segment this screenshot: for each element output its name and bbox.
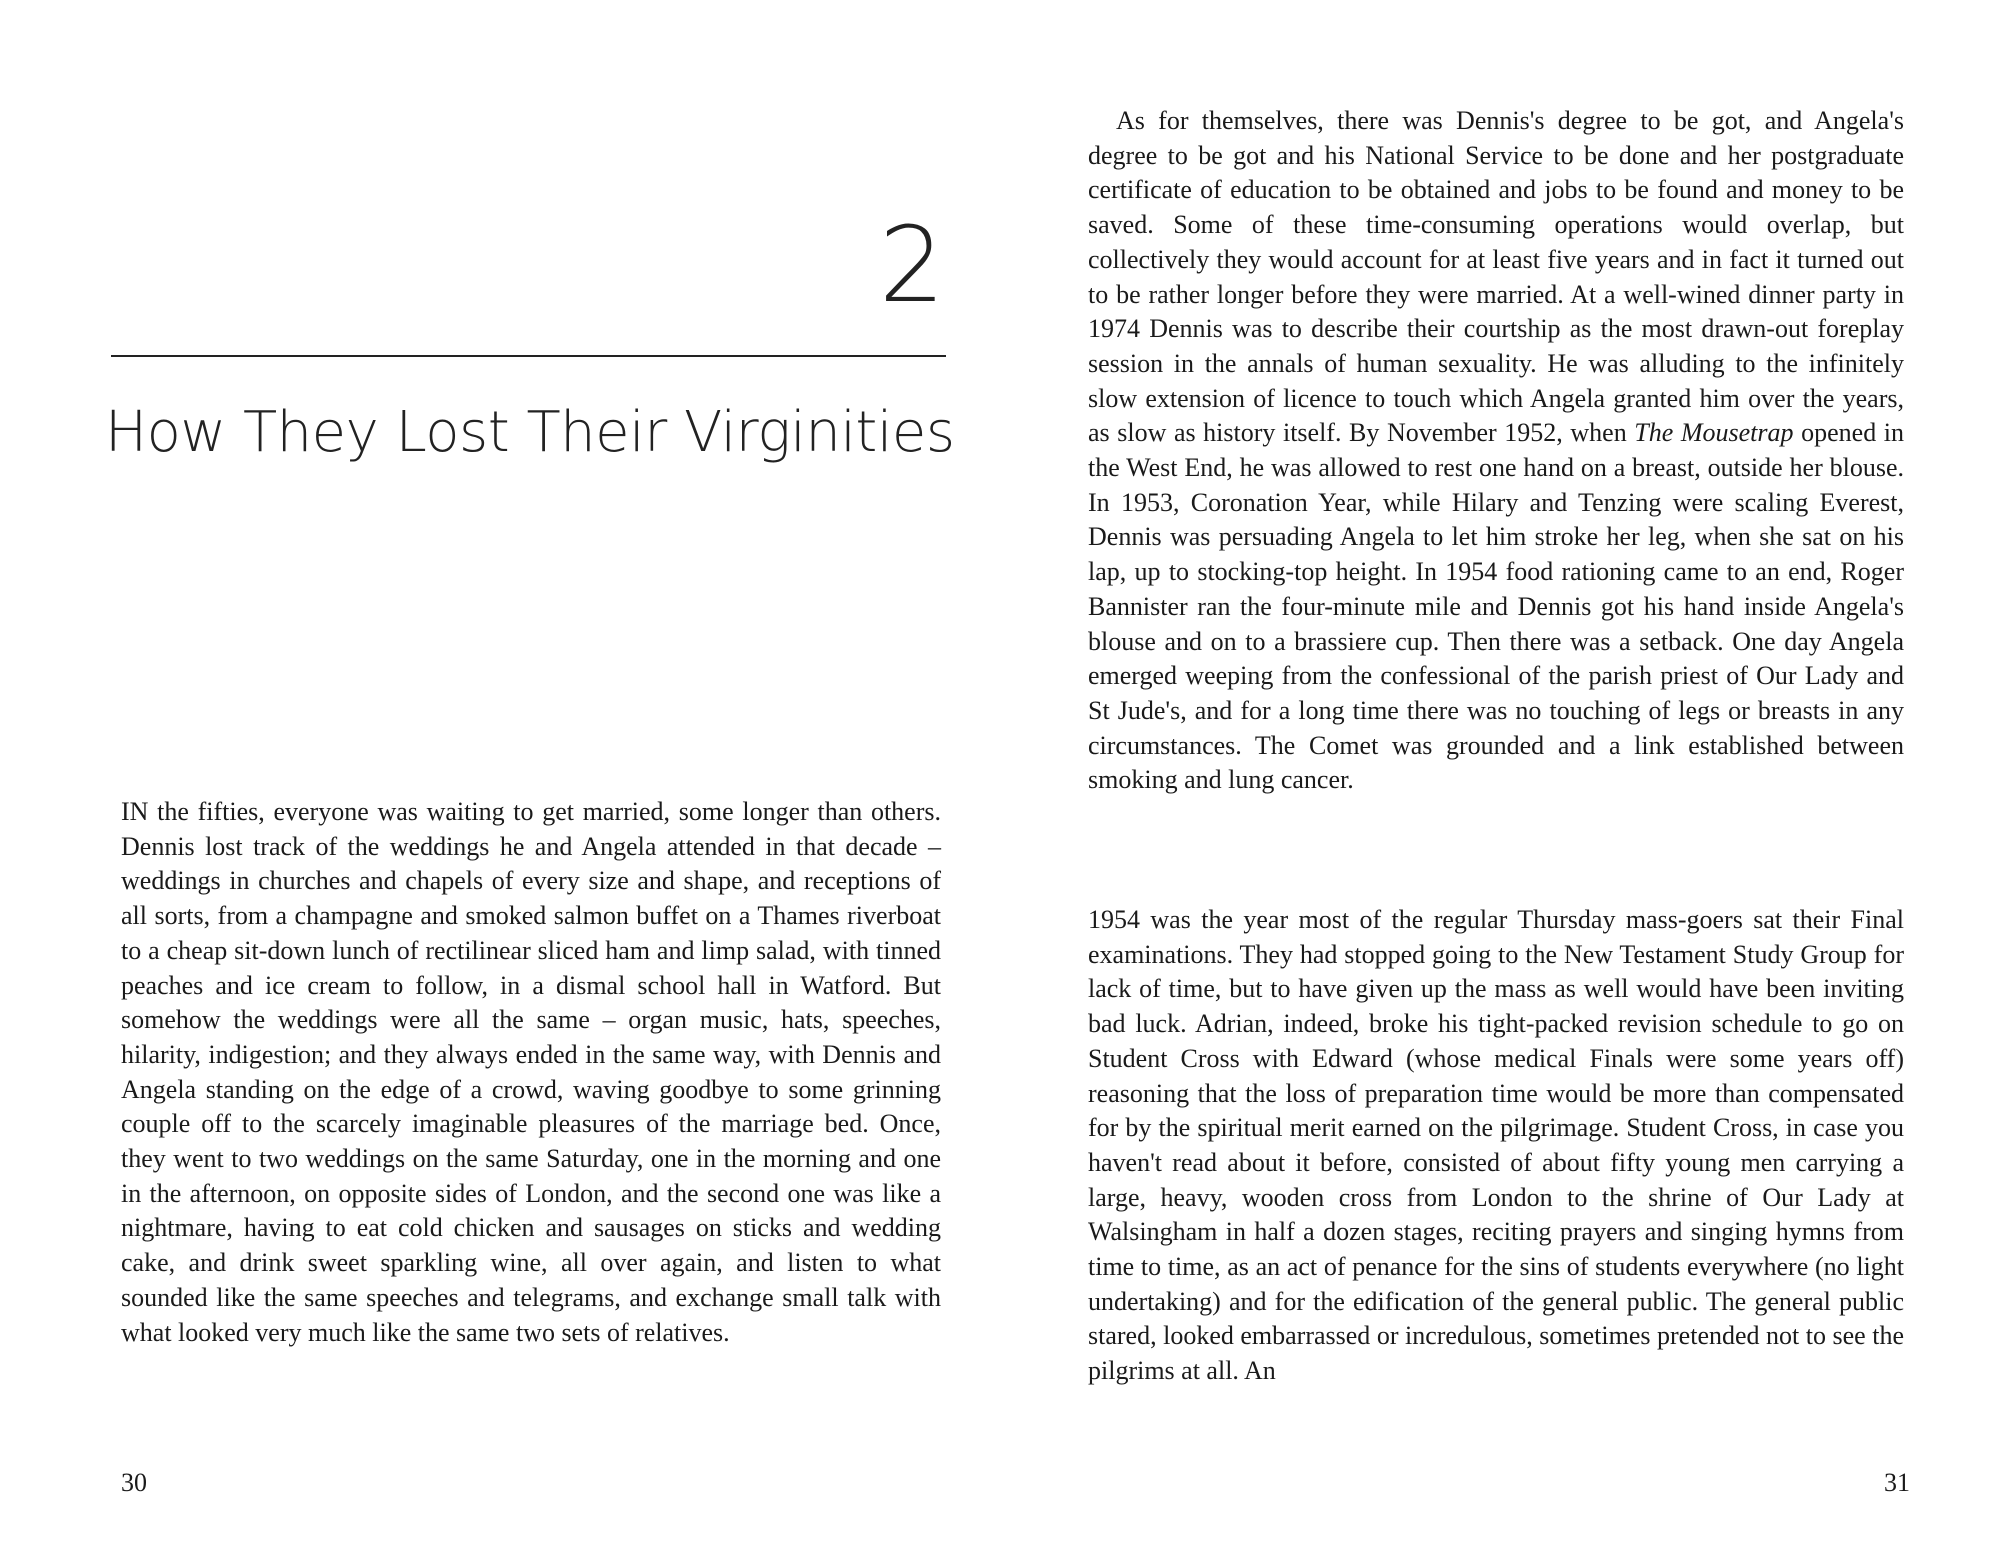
- chapter-title: How They Lost Their Virginities: [105, 400, 955, 465]
- paragraph-courtship: [1088, 104, 1904, 798]
- paragraph-courtship-part-1: As for themselves, there was Dennis's degree to be got, and Angela's degree to be got and his National Service to be done and her postgraduate certificate of education to be obtained and jobs to be found and money to be saved. Some of these time-consuming operations would overlap, but collectively they would account for at least five years and in fact it turned out to be rather longer before they were married. At a well-wined dinner party in 1974 Dennis was to describe their courtship as the most drawn-out foreplay session in the annals of human sexuality. He was alluding to the infinitely slow extension of licence to touch which Angela granted him over the years, as slow as history itself. By November 1952, when: [1088, 106, 1904, 448]
- chapter-rule: [111, 355, 946, 357]
- chapter-number: 2: [878, 204, 945, 326]
- page-number-right: 31: [1884, 1468, 1910, 1497]
- right-page: [1000, 0, 2000, 1561]
- paragraph-student-cross: 1954 was the year most of the regular Thursday mass-goers sat their Final examinations. They had stopped going to the New Testament Study Group for lack of time, but to have given up the mass as well would have been inviting bad luck. Adrian, indeed, broke his tight-packed revision schedule to go on Student Cross with Edward (whose medical Finals were some years off) reasoning that the loss of preparation time would be more than compensated for by the spiritual merit earned on the pilgrimage. Student Cross, in case you haven't read about it before, consisted of about fifty young men carrying a large, heavy, wooden cross from London to the shrine of Our Lady at Walsingham in half a dozen stages, reciting prayers and singing hymns from time to time, as an act of penance for the sins of students everywhere (no light undertaking) and for the edification of the general public. The general public stared, looked embarrassed or incredulous, sometimes pretended not to see the pilgrims at all. An: [1088, 905, 1904, 1386]
- paragraph-courtship-part-2: opened in the West End, he was allowed to rest one hand on a breast, outside her blouse. In 1953, Coronation Year, while Hilary and Tenzing were scaling Everest, Dennis was persuading Angela to let him stroke her leg, when she sat on his lap, up to stocking-top height. In 1954 food rationing came to an end, Roger Bannister ran the four-minute mile and Dennis got his hand inside Angela's blouse and on to a brassiere cup. Then there was a setback. One day Angela emerged weeping from the confessional of the parish priest of Our Lady and St Jude's, and for a long time there was no touching of legs or breasts in any circumstances. The Comet was grounded and a link established between smoking and lung cancer.: [1088, 418, 1904, 795]
- opening-paragraph: IN the fifties, everyone was waiting to get married, some longer than others. Dennis lost track of the weddings he and Angela attended in that decade – weddings in churches and chapels of every size and shape, and receptions of all sorts, from a champagne and smoked salmon buffet on a Thames riverboat to a cheap sit-down lunch of rectilinear sliced ham and limp salad, with tinned peaches and ice cream to follow, in a dismal school hall in Watford. But somehow the weddings were all the same – organ music, hats, speeches, hilarity, indigestion; and they always ended in the same way, with Dennis and Angela standing on the edge of a crowd, waving goodbye to some grinning couple off to the scarcely imaginable pleasures of the marriage bed. Once, they went to two weddings on the same Saturday, one in the morning and one in the afternoon, on opposite sides of London, and the second one was like a nightmare, having to eat cold chicken and sausages on sticks and wedding cake, and drink sweet sparkling wine, all over again, and listen to what sounded like the same speeches and telegrams, and exchange small talk with what looked very much like the same two sets of relatives.: [121, 797, 941, 1347]
- play-title: The Mousetrap: [1634, 418, 1794, 448]
- page-number-left: 30: [121, 1468, 147, 1497]
